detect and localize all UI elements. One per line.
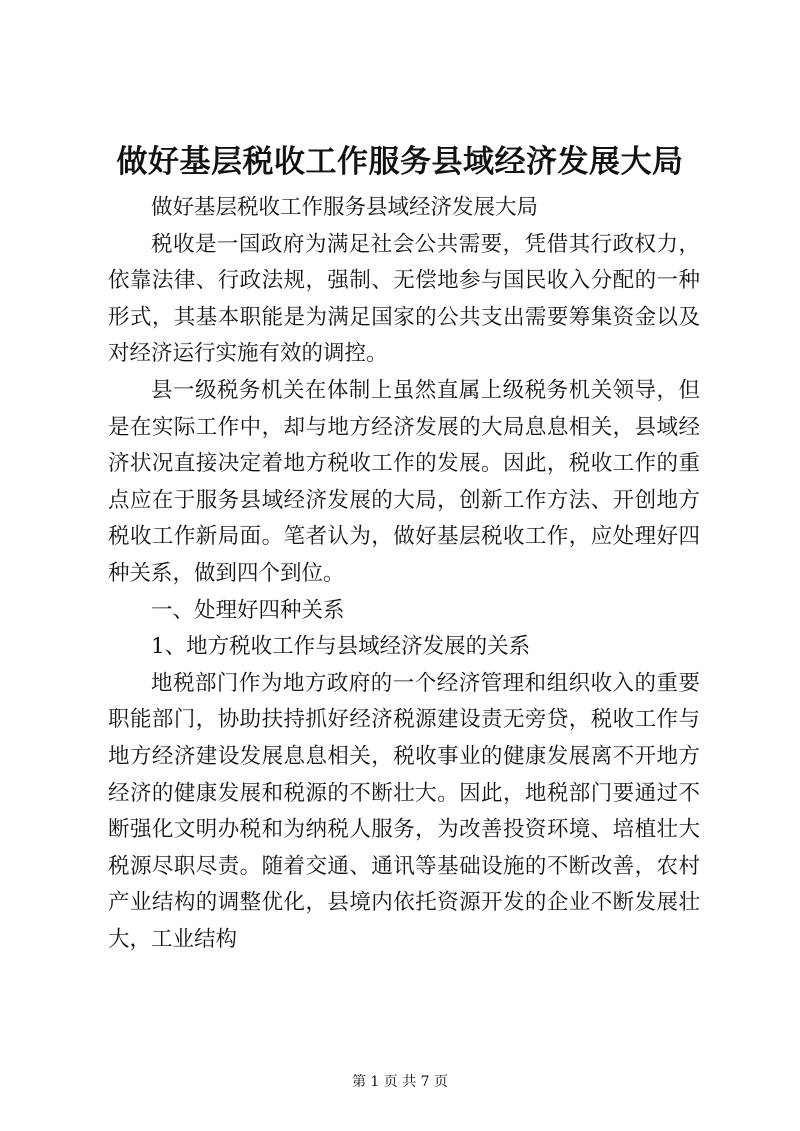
paragraph: 县一级税务机关在体制上虽然直属上级税务机关领导，但是在实际工作中，却与地方经济发展的大局息息相关，县域经济状况直接决定着地方税收工作的发展。因此，税收工作的重点应在于服务县域经济发展的大局，创新工作方法、开创地方税收工作新局面。笔者认为，做好基层税收工作，应处理好四种关系，做到四个到位。 [108,377,700,586]
paragraph-subtitle: 做好基层税收工作服务县域经济发展大局 [151,195,539,220]
page-footer: 第 1 页 共 7 页 [351,1074,449,1090]
paragraph: 税收是一国政府为满足社会公共需要，凭借其行政权力，依靠法律、行政法规，强制、无偿地参与国民收入分配的一种形式，其基本职能是为满足国家的公共支出需要筹集资金以及对经济运行实施有效的调控。 [108,231,700,367]
document-body [108,190,700,958]
section-heading: 一、处理好四种关系 [151,597,345,623]
subsection-heading: 1、地方税收工作与县域经济发展的关系 [151,634,531,660]
document-title: 做好基层税收工作服务县域经济发展大局 [116,144,684,180]
paragraph: 地税部门作为地方政府的一个经济管理和组织收入的重要职能部门，协助扶持抓好经济税源建设责无旁贷，税收工作与地方经济建设发展息息相关，税收事业的健康发展离不开地方经济的健康发展和税源的不断壮大。因此，地税部门要通过不断强化文明办税和为纳税人服务，为改善投资环境、培植壮大税源尽职尽责。随着交通、通讯等基础设施的不断改善，农村产业结构的调整优化，县境内依托资源开发的企业不断发展壮大，工业结构 [108,670,700,952]
